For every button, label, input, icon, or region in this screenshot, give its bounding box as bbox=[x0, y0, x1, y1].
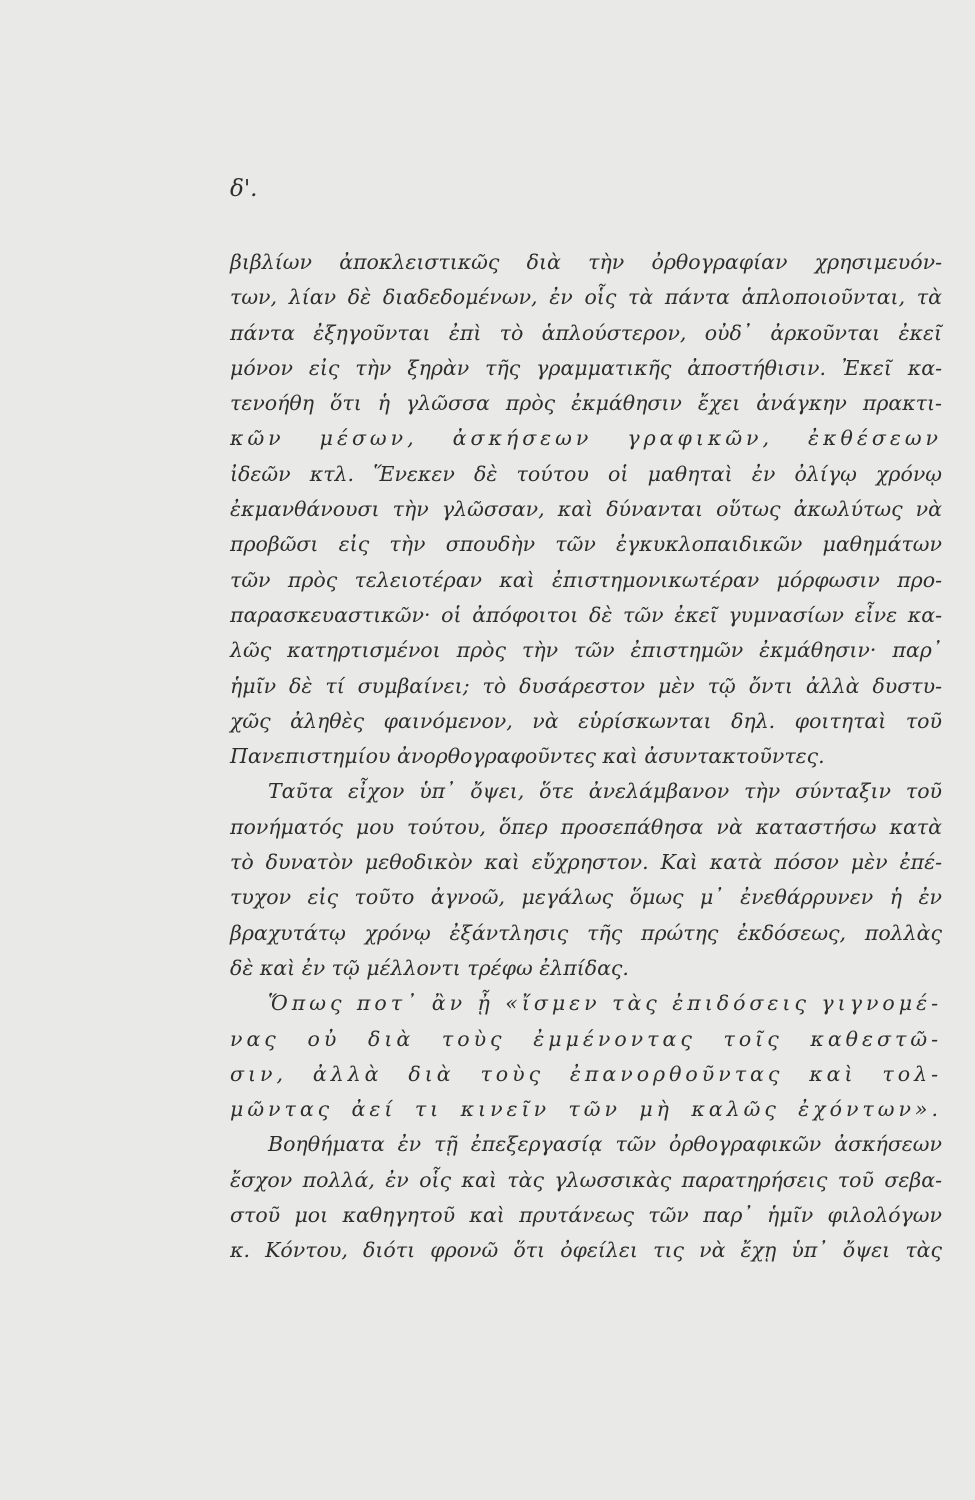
text-line: τὸ δυνατὸν μεθοδικὸν καὶ εὔχρηστον. Καὶ κατὰ πόσον μὲν ἐπέ- bbox=[230, 850, 942, 875]
text-line: των, λίαν δὲ διαδεδομένων, ἐν οἷς τὰ πάντα ἁπλοποιοῦνται, τὰ bbox=[230, 285, 942, 310]
text-line: Πανεπιστημίου ἀνορθογραφοῦντες καὶ ἀσυντακτοῦντες. bbox=[230, 744, 825, 769]
text-line: Ταῦτα εἶχον ὑπ᾽ ὄψει, ὅτε ἀνελάμβανον τὴν σύνταξιν τοῦ bbox=[268, 779, 942, 804]
text-line: παρασκευαστικῶν· οἱ ἀπόφοιτοι δὲ τῶν ἐκεῖ γυμνασίων εἶνε κα- bbox=[230, 602, 942, 627]
text-line: τενοήθη ὅτι ἡ γλῶσσα πρὸς ἐκμάθησιν ἔχει ἀνάγκην πρακτι- bbox=[230, 391, 942, 416]
text-line: τυχον εἰς τοῦτο ἀγνοῶ, μεγάλως ὅμως μ᾽ ἐνεθάρρυνεν ἡ ἐν bbox=[230, 885, 942, 910]
text-line: κῶν μέσων, ἀσκήσεων γραφικῶν, ἐκθέσεων bbox=[230, 426, 942, 451]
text-line: λῶς κατηρτισμένοι πρὸς τὴν τῶν ἐπιστημῶν ἐκμάθησιν· παρ᾽ bbox=[230, 638, 942, 663]
text-line: βραχυτάτῳ χρόνῳ ἐξάντλησις τῆς πρώτης ἐκδόσεως, πολλὰς bbox=[230, 920, 942, 945]
text-line: ἔσχον πολλά, ἐν οἷς καὶ τὰς γλωσσικὰς παρατηρήσεις τοῦ σεβα- bbox=[230, 1167, 942, 1192]
text-line: ἰδεῶν κτλ. Ἕνεκεν δὲ τούτου οἱ μαθηταὶ ἐν ὀλίγῳ χρόνῳ bbox=[230, 461, 942, 486]
text-line: μόνον εἰς τὴν ξηρὰν τῆς γραμματικῆς ἀποστήθισιν. Ἐκεῖ κα- bbox=[230, 355, 942, 380]
text-line: νας οὐ διὰ τοὺς ἐμμένοντας τοῖς καθεστῶ- bbox=[230, 1026, 942, 1051]
text-line: κ. Κόντου, διότι φρονῶ ὅτι ὀφείλει τις νὰ ἔχῃ ὑπ᾽ ὄψει τὰς bbox=[230, 1238, 942, 1263]
paragraph-2 bbox=[230, 774, 942, 986]
page-number: δ'. bbox=[230, 176, 258, 202]
text-line: πονήματός μου τούτου, ὅπερ προσεπάθησα νὰ καταστήσω κατὰ bbox=[230, 814, 942, 839]
text-line: βιβλίων ἀποκλειστικῶς διὰ τὴν ὀρθογραφίαν χρησιμευόν- bbox=[230, 250, 942, 274]
text-line: δὲ καὶ ἐν τῷ μέλλοντι τρέφω ἐλπίδας. bbox=[230, 955, 629, 980]
body-text bbox=[230, 245, 942, 1269]
text-line: τῶν πρὸς τελειοτέραν καὶ ἐπιστημονικωτέραν μόρφωσιν προ- bbox=[230, 567, 942, 592]
text-line: Ὅπως ποτ᾽ ἂν ᾖ «ἴσμεν τὰς ἐπιδόσεις γιγνομέ- bbox=[268, 991, 942, 1016]
text-line: σιν, ἀλλὰ διὰ τοὺς ἐπανορθοῦντας καὶ τολ- bbox=[230, 1061, 942, 1086]
text-line: Βοηθήματα ἐν τῇ ἐπεξεργασίᾳ τῶν ὀρθογραφικῶν ἀσκήσεων bbox=[268, 1132, 942, 1157]
text-line: στοῦ μοι καθηγητοῦ καὶ πρυτάνεως τῶν παρ᾽ ἡμῖν φιλολόγων bbox=[230, 1203, 942, 1228]
text-line: πάντα ἐξηγοῦνται ἐπὶ τὸ ἁπλούστερον, οὐδ᾽ ἀρκοῦνται ἐκεῖ bbox=[230, 320, 942, 345]
text-line: προβῶσι εἰς τὴν σπουδὴν τῶν ἐγκυκλοπαιδικῶν μαθημάτων bbox=[230, 532, 942, 557]
paragraph-1 bbox=[230, 245, 942, 774]
text-line: μῶντας ἀεί τι κινεῖν τῶν μὴ καλῶς ἐχόντων». bbox=[230, 1097, 942, 1122]
paragraph-3 bbox=[230, 986, 942, 1268]
text-line: χῶς ἀληθὲς φαινόμενον, νὰ εὑρίσκωνται δηλ. φοιτηταὶ τοῦ bbox=[230, 708, 942, 733]
text-line: ἐκμανθάνουσι τὴν γλῶσσαν, καὶ δύνανται οὕτως ἀκωλύτως νὰ bbox=[230, 497, 942, 522]
text-line: ἡμῖν δὲ τί συμβαίνει; τὸ δυσάρεστον μὲν τῷ ὄντι ἀλλὰ δυστυ- bbox=[230, 673, 942, 698]
